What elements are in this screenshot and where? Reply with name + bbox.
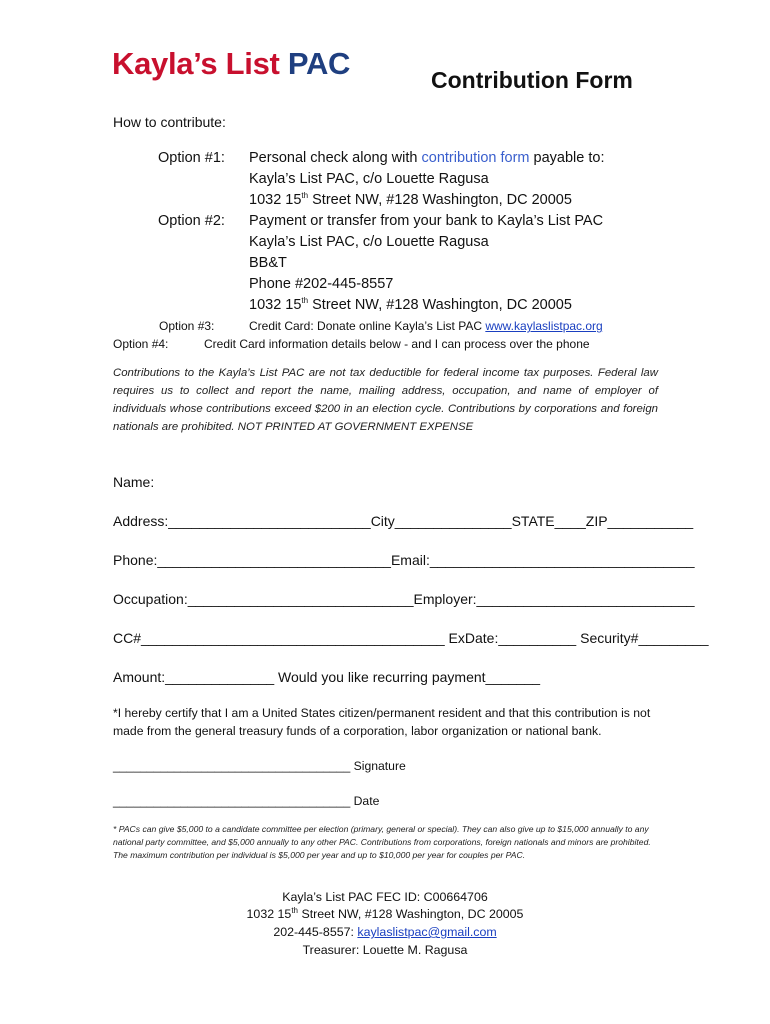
footer-contact <box>0 925 770 939</box>
logo-text-red: Kayla’s List <box>112 46 288 81</box>
option1-label: Option #1: <box>158 150 225 166</box>
option2-label: Option #2: <box>158 213 225 229</box>
occupation-employer-field[interactable]: Occupation:_____________________________Employer:____________________________ <box>113 591 695 607</box>
option2-bank: BB&T <box>249 255 287 271</box>
footnote-text: * PACs can give $5,000 to a candidate committee per election (primary, general or special). They can also give up to $15,000 annually to any national party committee, and $5,000 annually to any other PAC. Contributions from corporations, foreign nationals and minors are prohibited. The maximum contribution per individual is $5,000 per year and up to $10,000 per year for couples per PAC. <box>113 824 651 860</box>
option1-text-post: payable to: <box>529 150 605 166</box>
option1-line1 <box>249 150 604 166</box>
option1-text: Personal check along with <box>249 150 422 166</box>
address-rest: Street NW, #128 Washington, DC 20005 <box>308 297 572 313</box>
option2-phone: Phone #202-445-8557 <box>249 276 394 292</box>
name-field[interactable]: Name: <box>113 474 155 490</box>
option2-payee: Kayla’s List PAC, c/o Louette Ragusa <box>249 234 489 250</box>
signature-line[interactable]: ___________________________________ Signature <box>113 759 406 773</box>
address-field[interactable]: Address:__________________________City_______________STATE____ZIP___________ <box>113 513 694 529</box>
credit-card-field[interactable]: CC#_______________________________________ ExDate:__________ Security#_________ <box>113 630 709 646</box>
option1-payee: Kayla’s List PAC, c/o Louette Ragusa <box>249 171 489 187</box>
address-sup: th <box>291 905 298 915</box>
option2-line1: Payment or transfer from your bank to Kayla’s List PAC <box>249 213 604 229</box>
logo <box>112 46 350 82</box>
amount-field[interactable]: Amount:______________ Would you like recurring payment_______ <box>113 669 541 685</box>
footer-fec-id: Kayla’s List PAC FEC ID: C00664706 <box>282 890 488 904</box>
option3-label: Option #3: <box>159 319 215 333</box>
footer-phone: 202-445-8557: <box>273 925 358 939</box>
address-number: 1032 15 <box>249 192 302 208</box>
option1-address <box>249 192 572 208</box>
address-rest: Street NW, #128 Washington, DC 20005 <box>298 907 524 921</box>
address-number: 1032 15 <box>249 297 302 313</box>
option3-text: Credit Card: Donate online Kayla’s List PAC <box>249 319 486 333</box>
website-link[interactable]: www.kaylaslistpac.org <box>485 319 603 333</box>
address-number: 1032 15 <box>246 907 292 921</box>
email-link[interactable]: kaylaslistpac@gmail.com <box>357 925 497 939</box>
how-to-heading: How to contribute: <box>113 114 226 130</box>
footer-address <box>0 907 770 921</box>
address-rest: Street NW, #128 Washington, DC 20005 <box>308 192 572 208</box>
option4-label: Option #4: <box>113 337 169 351</box>
footer-treasurer: Treasurer: Louette M. Ragusa <box>302 943 468 957</box>
address-sup: th <box>301 191 309 201</box>
phone-email-field[interactable]: Phone:______________________________Email:__________________________________ <box>113 552 695 568</box>
disclaimer-text: Contributions to the Kayla’s List PAC are not tax deductible for federal income tax purposes. Federal law requires us to collect and report the name, mailing address, occupation, and name of employer of individuals whose contributions exceed $200 in an election cycle. Contributions by corporations and foreign nationals are prohibited. NOT PRINTED AT GOVERNMENT EXPENSE <box>113 367 658 433</box>
logo-text-blue: PAC <box>287 46 351 81</box>
page-title: Contribution Form <box>431 67 633 93</box>
date-line[interactable]: ___________________________________ Date <box>113 794 380 808</box>
address-sup: th <box>301 296 309 306</box>
option4-text: Credit Card information details below - and I can process over the phone <box>204 337 590 351</box>
contribution-form-link[interactable]: contribution form <box>421 150 530 166</box>
certification-text: *I hereby certify that I am a United States citizen/permanent resident and that this contribution is not made from the general treasury funds of a corporation, labor organization or national bank. <box>113 706 651 738</box>
option2-address <box>249 297 572 313</box>
option3-line <box>249 319 603 333</box>
